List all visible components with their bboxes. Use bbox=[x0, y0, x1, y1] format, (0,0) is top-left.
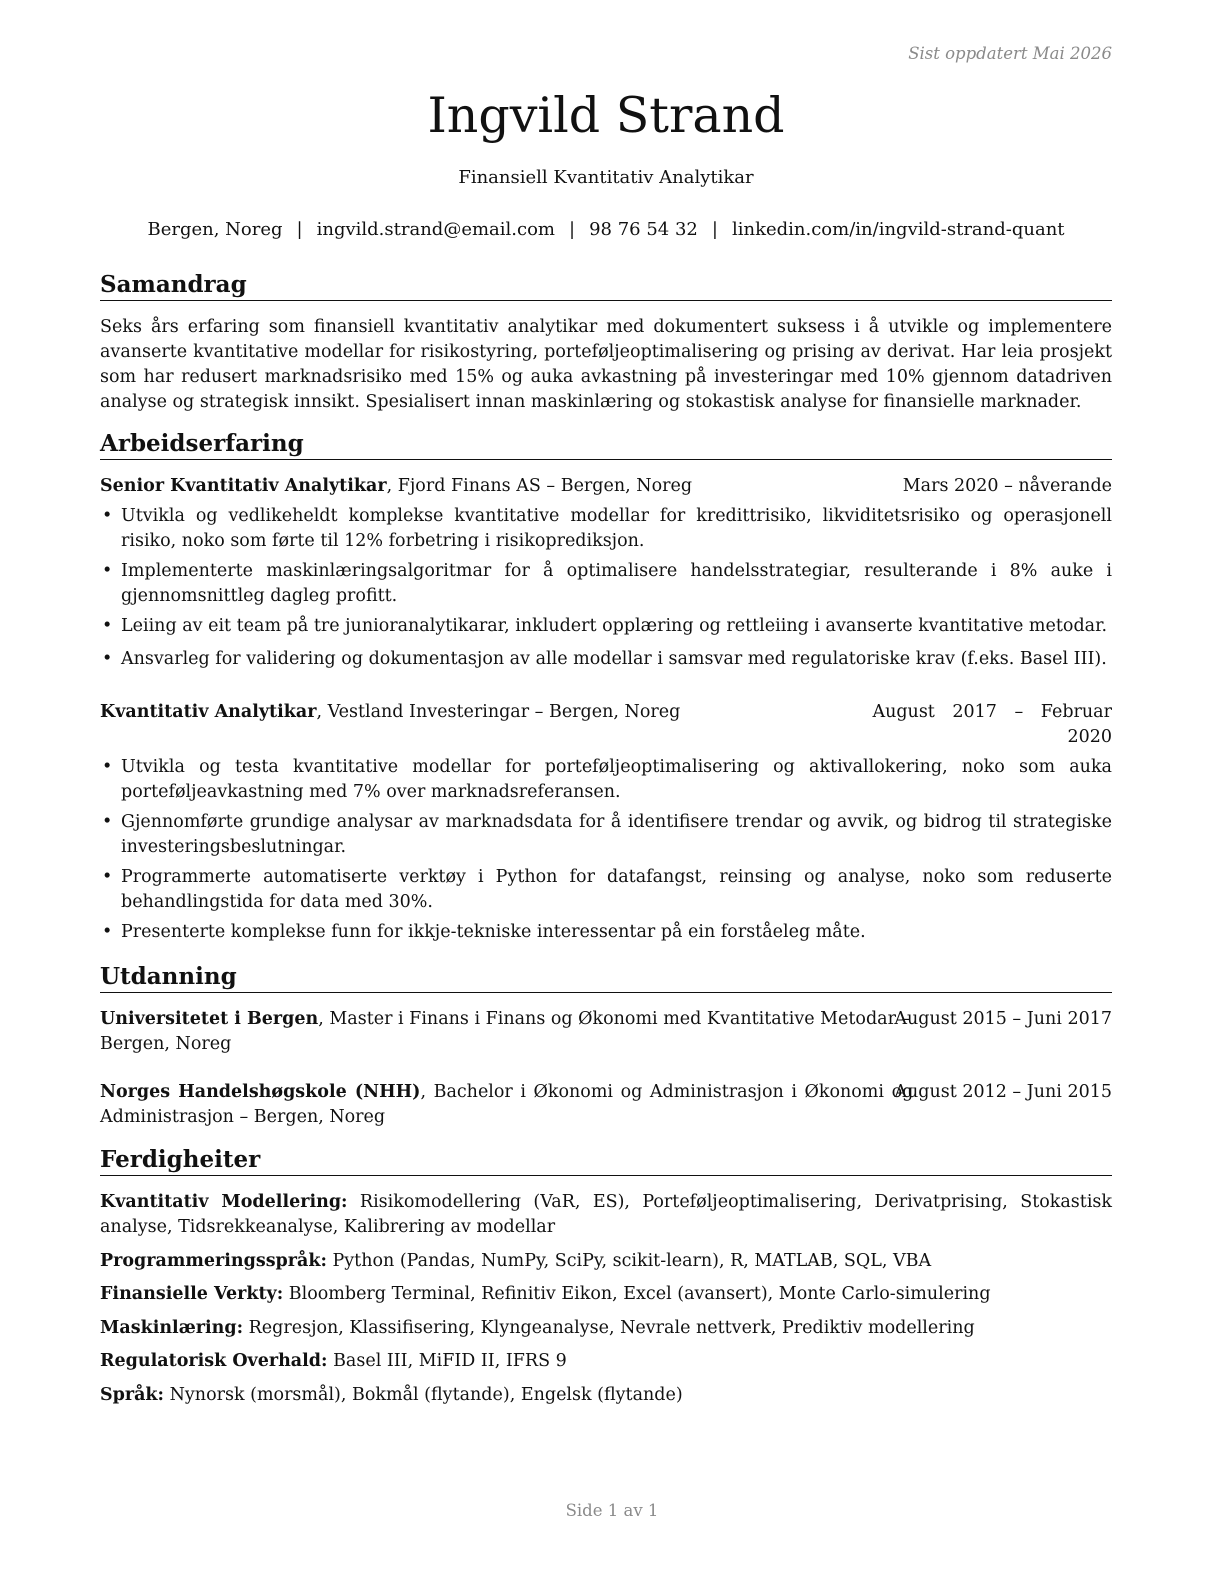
list-item: • Gjennomførte grundige analysar av marknadsdata for å identifisere trendar og avvik, og bidrog til strategiske investeringsbeslutningar. bbox=[102, 812, 1112, 857]
person-name: Ingvild Strand bbox=[427, 87, 785, 144]
skill-row: Maskinlæring: Regresjon, Klassifisering, Klyngeanalyse, Nevrale nettverk, Prediktiv modellering bbox=[100, 1318, 975, 1338]
education-school: Universitetet i Bergen bbox=[100, 1009, 319, 1029]
section-heading-education: Utdanning bbox=[100, 962, 1112, 993]
list-item: • Ansvarleg for validering og dokumentasjon av alle modellar i samsvar med regulatoriske krav (f.eks. Basel III). bbox=[102, 649, 1107, 669]
job-bullets bbox=[100, 504, 1112, 672]
education-degree: , Bachelor i Økonomi og Administrasjon i Økonomi og bbox=[420, 1082, 914, 1102]
list-item: • Programmerte automatiserte verktøy i Python for datafangst, reinsing og analyse, noko som reduserte behandlingstida for data med 30%. bbox=[102, 867, 1112, 912]
job-role-org bbox=[100, 700, 680, 725]
education-school: Norges Handelshøgskole (NHH) bbox=[100, 1082, 421, 1102]
job-role: Kvantitativ Analytikar bbox=[100, 702, 317, 722]
skill-row: Finansielle Verkty: Bloomberg Terminal, Refinitiv Eikon, Excel (avansert), Monte Carlo-simulering bbox=[100, 1284, 991, 1304]
job-bullets bbox=[100, 755, 1112, 945]
contact-separator: | bbox=[569, 219, 576, 240]
job-dates: August 2017 – Februar 2020 bbox=[872, 702, 1112, 747]
summary-text: Seks års erfaring som finansiell kvantitativ analytikar med dokumentert suksess i å utvikle og implementere avanserte kvantitative modellar for risikostyring, porteføljeoptimalisering og prising av derivat. Har leia prosjekt som har redusert marknadsrisiko med 15% og auka avkastning på investeringar med 10% gjennom datadriven analyse og strategisk innsikt. Spesialisert innan maskinlæring og stokastisk analyse for finansielle marknader. bbox=[100, 317, 1112, 412]
contact-location: Bergen, Noreg bbox=[147, 219, 283, 240]
skill-row: Språk: Nynorsk (morsmål), Bokmål (flytande), Engelsk (flytande) bbox=[100, 1385, 683, 1405]
job-org: , Vestland Investeringar – Bergen, Noreg bbox=[316, 702, 681, 722]
contact-email[interactable]: ingvild.strand@email.com bbox=[316, 219, 556, 240]
list-item: • Presenterte komplekse funn for ikkje-tekniske interessentar på ein forståeleg måte. bbox=[102, 922, 866, 942]
education-school-degree bbox=[100, 1080, 913, 1130]
education-degree-cont: Administrasjon – Bergen, Noreg bbox=[100, 1107, 386, 1127]
last-updated: Sist oppdatert Mai 2026 bbox=[908, 44, 1112, 63]
job-dates: Mars 2020 – nåverande bbox=[902, 476, 1112, 496]
resume-page bbox=[100, 0, 1112, 1584]
list-item: • Utvikla og testa kvantitative modellar for porteføljeoptimalisering og aktivallokering, noko som auka porteføljeavkastning med 7% over marknadsreferansen. bbox=[102, 757, 1112, 802]
contact-linkedin[interactable]: linkedin.com/in/ingvild-strand-quant bbox=[731, 219, 1065, 240]
section-heading-skills: Ferdigheiter bbox=[100, 1145, 1112, 1176]
skill-row: Programmeringsspråk: Python (Pandas, NumPy, SciPy, scikit-learn), R, MATLAB, SQL, VBA bbox=[100, 1251, 932, 1271]
skill-row: Regulatorisk Overhald: Basel III, MiFID II, IFRS 9 bbox=[100, 1351, 567, 1371]
page-number: Side 1 av 1 bbox=[565, 1501, 659, 1520]
education-degree: , Master i Finans i Finans og Økonomi med Kvantitative Metodar – bbox=[318, 1009, 911, 1029]
contact-separator: | bbox=[711, 219, 718, 240]
section-heading-experience: Arbeidserfaring bbox=[100, 429, 1112, 460]
job-title: Finansiell Kvantitativ Analytikar bbox=[458, 167, 754, 188]
contact-phone: 98 76 54 32 bbox=[589, 219, 698, 240]
job-role-org bbox=[100, 474, 692, 499]
job-role: Senior Kvantitativ Analytikar bbox=[100, 476, 387, 496]
list-item: • Implementerte maskinlæringsalgoritmar for å optimalisere handelsstrategiar, resulterande i 8% auke i gjennomsnittleg dagleg profitt. bbox=[102, 561, 1112, 606]
contact-separator: | bbox=[296, 219, 303, 240]
education-dates: August 2012 – Juni 2015 bbox=[894, 1082, 1112, 1102]
list-item: • Leiing av eit team på tre junioranalytikarar, inkludert opplæring og rettleiing i avanserte kvantitative metodar. bbox=[102, 616, 1108, 636]
contact-line bbox=[100, 219, 1112, 240]
section-heading-summary: Samandrag bbox=[100, 270, 1112, 301]
job-org: , Fjord Finans AS – Bergen, Noreg bbox=[386, 476, 693, 496]
education-degree-cont: Bergen, Noreg bbox=[100, 1034, 232, 1054]
skill-row: Kvantitativ Modellering: Risikomodellering (VaR, ES), Porteføljeoptimalisering, Derivatprising, Stokastisk analyse, Tidsrekkeanalyse, Kalibrering av modellar bbox=[100, 1192, 1112, 1237]
education-dates: August 2015 – Juni 2017 bbox=[894, 1009, 1112, 1029]
list-item: • Utvikla og vedlikeheldt komplekse kvantitative modellar for kredittrisiko, likviditetsrisiko og operasjonell risiko, noko som førte til 12% forbetring i risikoprediksjon. bbox=[102, 506, 1112, 551]
education-school-degree bbox=[100, 1007, 910, 1057]
